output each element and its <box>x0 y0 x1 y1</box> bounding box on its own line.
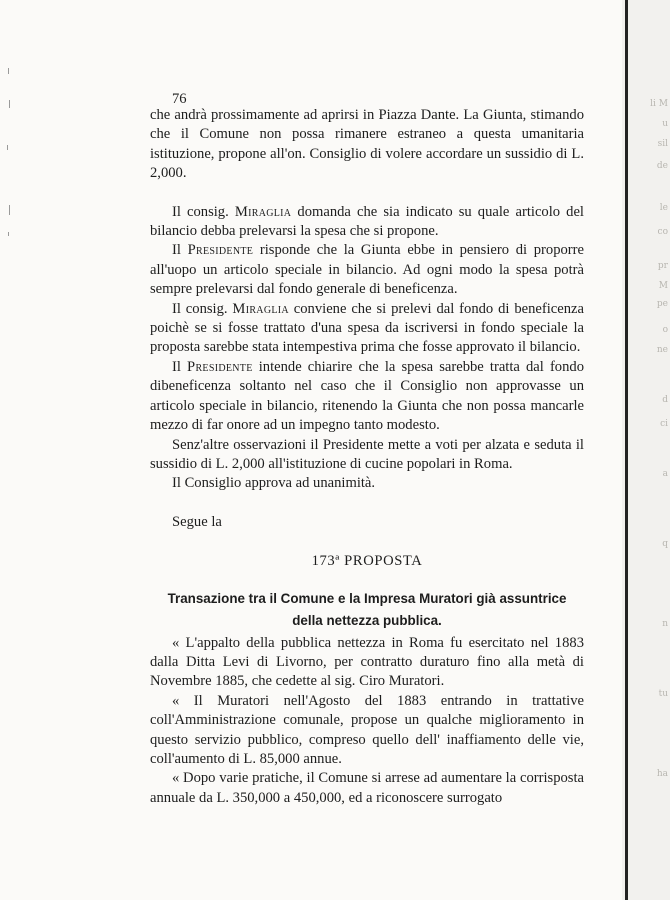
paragraph-p8 <box>150 513 584 532</box>
text-run: Senz'altre osservazioni il Presidente mette a voti per alzata e seduta il sussidio di L. 2,000 all'istituzione di cucine popolari in Roma. <box>150 436 584 472</box>
adjacent-page-fragment: le <box>659 203 668 213</box>
adjacent-page-fragment: ne <box>656 345 668 355</box>
page-number: 76 <box>172 91 187 107</box>
adjacent-page-fragment: ci <box>660 419 668 429</box>
adjacent-page-fragment: co <box>657 227 668 237</box>
text-run: « Il Muratori nell'Agosto del 1883 entrando in trattative coll'Amministrazione comunale, propose un qualche miglioramento in questo servizio pubblico, compreso quello dell' inaffiamento delle vie, coll'aumento di L. 85,000 annue. <box>150 692 584 767</box>
adjacent-page-fragment: M <box>658 281 668 291</box>
paragraph-p3 <box>150 241 584 299</box>
speaker-name: Presidente <box>187 242 254 259</box>
adjacent-page-fragment: d <box>662 395 668 405</box>
adjacent-page-strip <box>622 0 670 900</box>
text-run: risponde che la Giunta ebbe in pensiero di proporre all'uopo un articolo speciale in bilancio. Ad ogni modo la spesa potrà sempre prelevarsi dal fondo generale di beneficenza. <box>150 242 584 298</box>
proposal-heading: 173ª PROPOSTA <box>311 553 423 570</box>
text-run: Il consig. <box>172 203 235 220</box>
text-run: che andrà prossimamente ad aprirsi in Piazza Dante. La Giunta, stimando che il Comune non possa rimanere estraneo a questa umanitaria istituzione, propone all'on. Consiglio di volere accordare un sussidio di L. 2,000. <box>150 107 584 182</box>
subtitle-line: Transazione tra il Comune e la Impresa Muratori già assuntrice <box>167 590 567 606</box>
text-run: domanda che sia indicato su quale articolo del bilancio debba prelevarsi la spesa che si propone. <box>150 203 584 240</box>
adjacent-page-fragment: sil <box>657 139 668 149</box>
paragraph-p7 <box>150 474 584 493</box>
paragraph-p2 <box>150 203 584 242</box>
text-run: conviene che si prelevi dal fondo di beneficenza poichè se si fosse trattato d'una spesa da iscriversi in fondo speciale la proposta sarebbe stata intempestiva prima che fosse approvato il bilancio. <box>150 300 584 356</box>
paragraph-p6 <box>150 436 584 475</box>
text-run: Il <box>172 358 188 375</box>
proceedings-text <box>150 106 584 532</box>
paragraph-p5 <box>150 358 584 436</box>
adjacent-page-fragment: pr <box>657 261 668 271</box>
adjacent-page-fragment: q <box>662 539 668 549</box>
proposal-text <box>150 634 584 809</box>
paragraph-p4 <box>150 300 584 358</box>
text-run: intende chiarire che la spesa sarebbe tratta dal fondo dibeneficenza soltanto nel caso che il Consiglio non approvasse un articolo speciale in bilancio, ritenendo la Giunta che non possa mancarle mezzo di far onore ad un impegno tanto modesto. <box>150 358 584 434</box>
adjacent-page-fragment: a <box>662 469 668 479</box>
speaker-name: Miraglia <box>234 203 292 220</box>
adjacent-page-fragment: u <box>662 119 668 129</box>
paragraph-p1 <box>150 106 584 184</box>
left-margin-specks <box>0 0 20 900</box>
text-run: « L'appalto della pubblica nettezza in Roma fu esercitato nel 1883 dalla Ditta Levi di Livorno, per contratto duraturo fino alla metà di Novembre 1885, che cedette al sig. Ciro Muratori. <box>150 634 584 690</box>
speaker-name: Presidente <box>187 358 253 375</box>
text-run: Il <box>172 242 188 259</box>
text-run: Segue la <box>172 513 222 530</box>
adjacent-page-fragment: tu <box>658 689 668 699</box>
adjacent-page-fragment: pe <box>656 299 668 309</box>
text-run: « Dopo varie pratiche, il Comune si arrese ad aumentare la corrisposta annuale da L. 350,000 a 450,000, ed a riconoscere surrogato <box>150 770 584 806</box>
text-run: Il Consiglio approva ad unanimità. <box>172 475 376 492</box>
adjacent-page-fragment: de <box>656 161 668 171</box>
text-run: Il consig. <box>172 300 233 317</box>
paragraph-q1 <box>150 634 584 692</box>
paragraph-q3 <box>150 769 584 808</box>
paragraph-q2 <box>150 692 584 770</box>
proposal-subtitle <box>150 590 584 630</box>
adjacent-page-fragment: ha <box>656 769 668 779</box>
adjacent-page-fragment: li M <box>650 99 668 109</box>
page-body <box>150 90 584 808</box>
adjacent-page-fragment: o <box>662 325 668 335</box>
subtitle-line: della nettezza pubblica. <box>292 612 442 628</box>
speaker-name: Miraglia <box>232 300 289 317</box>
adjacent-page-fragment: n <box>662 619 668 629</box>
binding-edge-rule <box>625 0 628 900</box>
